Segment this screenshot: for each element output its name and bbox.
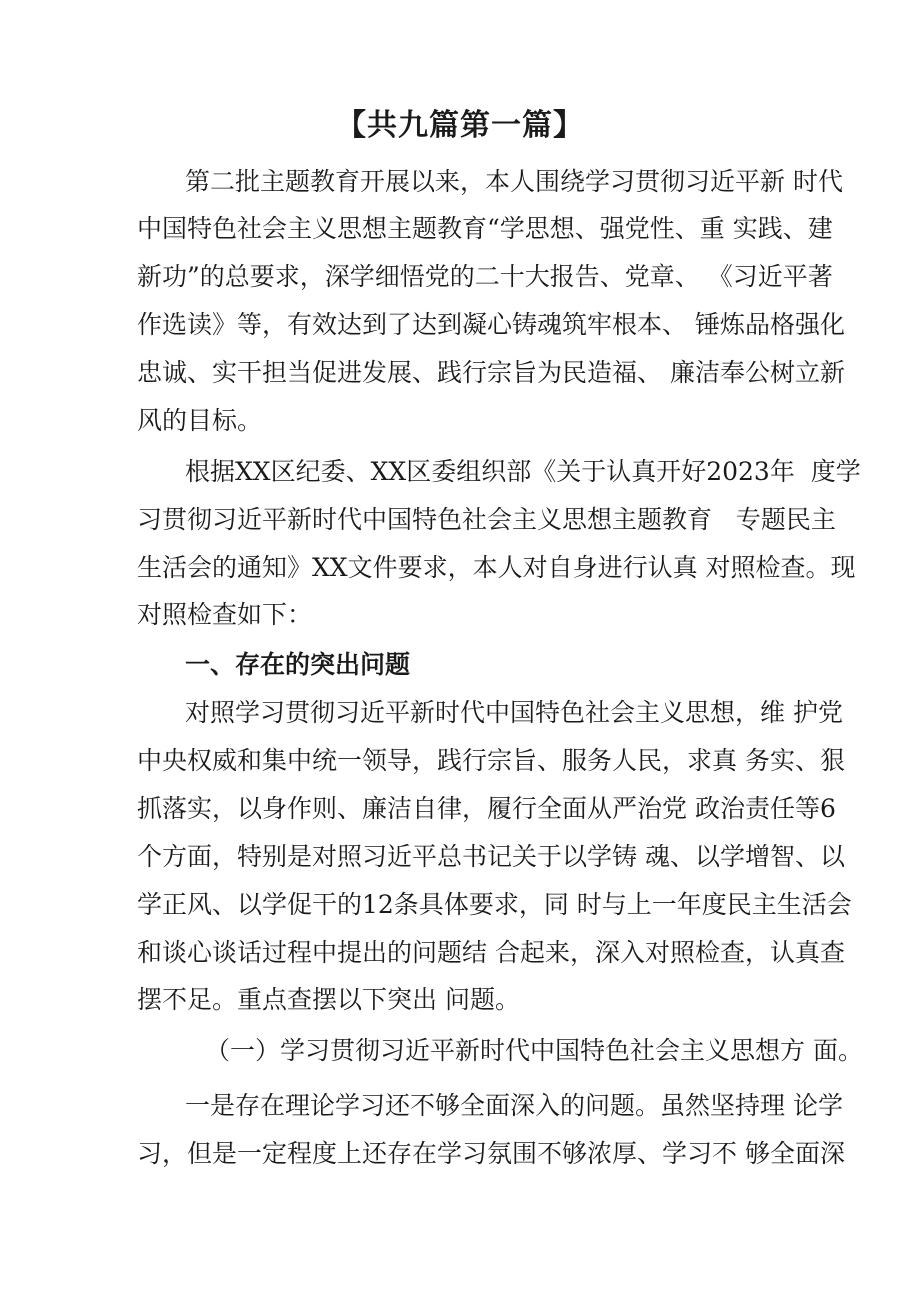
paragraph-1-line-1: 第二批主题教育开展以来，本人围绕学习贯彻习近平新 时代: [185, 167, 843, 196]
paragraph-1-line-2: 中国特色社会主义思想主题教育“学思想、强党性、重 实践、建: [137, 214, 833, 243]
paragraph-3-line-2: 中央权威和集中统一领导，践行宗旨、服务人民，求真 务实、狠: [137, 746, 845, 775]
paragraph-1-line-5: 忠诚、实干担当促进发展、践行宗旨为民造福、 廉洁奉公树立新: [137, 358, 845, 387]
paragraph-3-line-6: 和谈心谈话过程中提出的问题结 合起来，深入对照检查，认真查: [137, 938, 845, 967]
paragraph-4-line-1: 一是存在理论学习还不够全面深入的问题。虽然坚持理 论学: [185, 1091, 843, 1120]
paragraph-4-line-2: 习，但是一定程度上还存在学习氛围不够浓厚、学习不 够全面深: [137, 1139, 845, 1168]
subsection-1-heading: （一）学习贯彻习近平新时代中国特色社会主义思想方 面。: [205, 1036, 863, 1065]
section-1-heading: 一、存在的突出问题: [185, 650, 411, 679]
paragraph-3-line-3: 抓落实，以身作则、廉洁自律，履行全面从严治党 政治责任等6: [137, 794, 836, 823]
paragraph-1-line-3: 新功”的总要求，深学细悟党的二十大报告、党章、 《习近平著: [137, 262, 833, 291]
paragraph-2-line-4: 对照检查如下：: [137, 600, 313, 629]
paragraph-2-line-3: 生活会的通知》XX文件要求，本人对自身进行认真 对照检查。现: [137, 553, 856, 582]
paragraph-2-line-1: 根据XX区纪委、XX区委组织部《关于认真开好2023年 度学: [185, 457, 861, 486]
paragraph-3-line-7: 摆不足。重点查摆以下突出 问题。: [137, 985, 520, 1014]
paragraph-3-line-1: 对照学习贯彻习近平新时代中国特色社会主义思想，维 护党: [185, 698, 843, 727]
document-title: 【共九篇第一篇】: [336, 108, 584, 143]
paragraph-3-line-4: 个方面，特别是对照习近平总书记关于以学铸 魂、以学增智、以: [137, 842, 845, 871]
paragraph-1-line-6: 风的目标。: [137, 406, 263, 435]
paragraph-3-line-5: 学正风、以学促干的12条具体要求，同 时与上一年度民主生活会: [137, 890, 852, 919]
paragraph-2-line-2: 习贯彻习近平新时代中国特色社会主义思想主题教育 专题民主: [137, 505, 836, 534]
paragraph-1-line-4: 作选读》等，有效达到了达到凝心铸魂筑牢根本、 锤炼品格强化: [137, 310, 845, 339]
